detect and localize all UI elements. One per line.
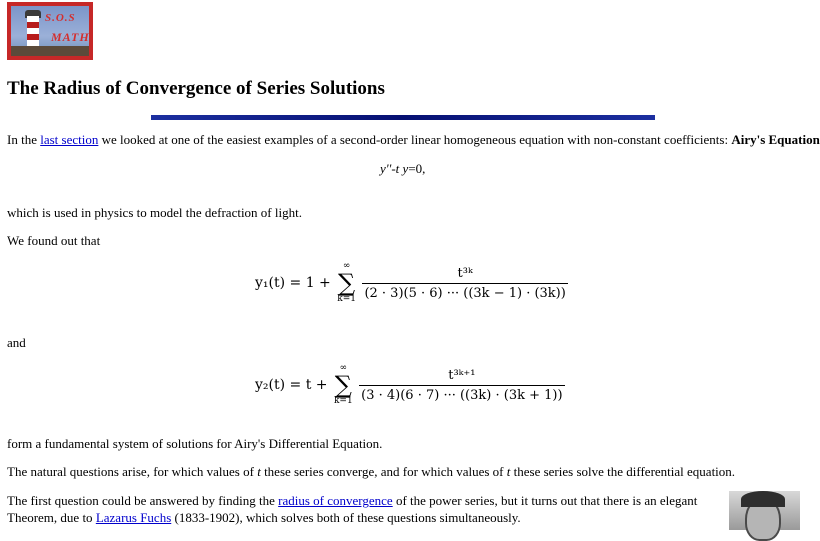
y2-sum-lower: k=1 bbox=[333, 396, 353, 406]
questions-text-c: these series solve the differential equation. bbox=[510, 464, 736, 479]
lazarus-fuchs-link[interactable]: Lazarus Fuchs bbox=[95, 510, 172, 525]
y2-lhs: y₂(t) = t + bbox=[255, 377, 328, 393]
y1-formula bbox=[255, 262, 568, 304]
intro-paragraph bbox=[7, 132, 820, 148]
page-title: The Radius of Convergence of Series Solutions bbox=[7, 78, 385, 99]
y1-sum-lower: k=1 bbox=[337, 294, 356, 304]
and-text: and bbox=[7, 335, 26, 350]
title-divider bbox=[151, 115, 655, 120]
questions-text-b: these series converge, and for which values of bbox=[260, 464, 507, 479]
first-text-a: The first question could be answered by finding the bbox=[7, 493, 279, 508]
site-logo[interactable] bbox=[7, 2, 93, 60]
lighthouse-rock bbox=[11, 46, 89, 56]
y2-numerator: t³ᵏ⁺¹ bbox=[448, 367, 476, 383]
logo-text-sos: S.O.S bbox=[45, 12, 76, 24]
y1-lhs: y₁(t) = 1 + bbox=[255, 275, 331, 291]
first-text-b: of the power series, but it turns out that there is an elegant bbox=[392, 493, 698, 508]
intro-text-pre: In the bbox=[7, 132, 41, 147]
sigma-icon: ∑ bbox=[338, 269, 356, 297]
physics-paragraph: which is used in physics to model the defraction of light. bbox=[7, 205, 302, 220]
found-paragraph: We found out that bbox=[7, 233, 101, 248]
questions-text-a: The natural questions arise, for which values of bbox=[7, 464, 258, 479]
y2-denominator: (3 · 4)(6 · 7) ··· ((3k) · (3k + 1)) bbox=[359, 385, 564, 403]
eq-y-prime: y''- bbox=[380, 161, 396, 176]
lighthouse-image bbox=[11, 6, 89, 56]
sigma-icon: ∑ bbox=[334, 371, 352, 399]
logo-text-math: MATH bbox=[51, 30, 90, 44]
y1-denominator: (2 · 3)(5 · 6) ··· ((3k − 1) · (3k)) bbox=[362, 283, 567, 301]
intro-text-mid: we looked at one of the easiest examples of a second-order linear homogeneous equation with non-constant coefficients: bbox=[98, 132, 732, 147]
airy-equation bbox=[380, 161, 425, 177]
questions-t2: t bbox=[506, 464, 511, 479]
y2-sum-upper: ∞ bbox=[339, 363, 348, 373]
first-question-paragraph bbox=[7, 492, 697, 526]
fuchs-portrait-image bbox=[729, 491, 800, 530]
questions-paragraph bbox=[7, 464, 735, 480]
first-text-c: Theorem, due to bbox=[7, 510, 96, 525]
eq-t: t bbox=[395, 161, 400, 176]
eq-y: y bbox=[399, 161, 409, 176]
y2-formula bbox=[255, 364, 565, 406]
fundamental-paragraph: form a fundamental system of solutions for Airy's Differential Equation. bbox=[7, 436, 383, 451]
first-text-d: (1833-1902), which solves both of these questions simultaneously. bbox=[171, 510, 521, 525]
y2-fraction bbox=[359, 368, 564, 403]
y1-fraction bbox=[362, 266, 567, 301]
airy-equation-label: Airy's Equation bbox=[731, 132, 820, 147]
questions-t1: t bbox=[257, 464, 261, 479]
eq-zero: =0, bbox=[408, 161, 426, 176]
y1-sum-upper: ∞ bbox=[342, 261, 351, 271]
radius-of-convergence-link[interactable]: radius of convergence bbox=[278, 493, 393, 508]
y2-sum-sign bbox=[334, 364, 353, 406]
y1-numerator: t³ᵏ bbox=[457, 265, 473, 281]
portrait-hair bbox=[741, 491, 785, 507]
y1-sum-sign bbox=[337, 262, 356, 304]
last-section-link[interactable]: last section bbox=[40, 132, 99, 147]
